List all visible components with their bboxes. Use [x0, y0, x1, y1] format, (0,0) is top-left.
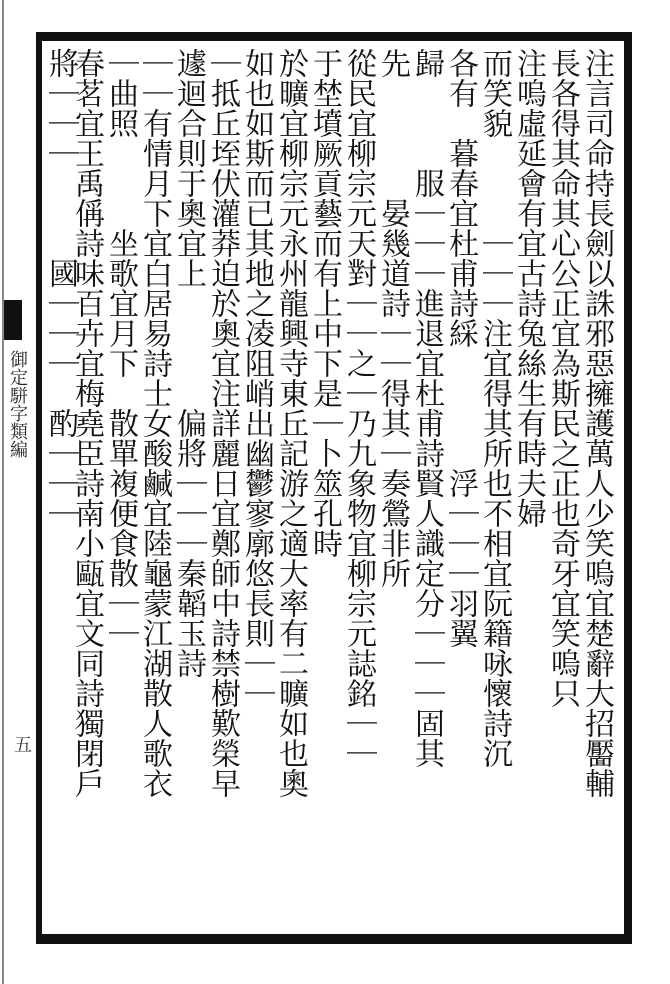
- frame-bottom: [36, 934, 632, 944]
- text-column-3: 注嗚虛延會有宜古詩兔絲生有時夫婦: [511, 48, 546, 528]
- text-column-14: ｜｜有情月下宜白居易詩士女酸鹹宜陸龜蒙江湖散人歌衣: [137, 48, 172, 798]
- fishtail-mark: [4, 300, 22, 340]
- text-column-6: 歸 服｜｜｜進退宜杜甫詩賢人識定分｜｜｜固其: [409, 48, 444, 768]
- text-column-13: 遽迴合則于奧宜上 偏將｜｜｜秦韜玉詩: [171, 48, 206, 678]
- text-column-1: 注言司命持長劍以誅邪惡擁護萬人少笑嗚宜楚辭大招靨輔: [579, 48, 614, 798]
- text-column-8: 從民宜柳宗元天對｜｜之｜乃九象物宜柳宗元誌銘｜｜: [341, 48, 376, 768]
- frame-left: [36, 32, 42, 944]
- text-column-10: 於曠宜柳宗元永州龍興寺東丘記游之適大率有二曠如也奧: [273, 48, 308, 798]
- text-column-5: 各有 暮春宜杜甫詩綵 浮｜｜｜羽翼: [443, 48, 478, 648]
- frame-top: [36, 32, 632, 41]
- text-column-11: 如也如斯而已其地之凌阻峭出幽鬱寥廓悠長則｜｜: [239, 48, 274, 708]
- text-column-2: 長各得其命其心公正宜為斯民之正也奇牙宜笑嗚只: [545, 48, 580, 708]
- text-column-15: ｜曲照 坐歌宜月下 散單複便食散｜｜: [103, 48, 138, 648]
- text-column-4: 而笑貌 ｜｜｜注宜得其所也不相宜阮籍咏懷詩沉: [477, 48, 512, 768]
- page-number: 五: [11, 735, 32, 753]
- frame-right: [624, 32, 632, 944]
- text-column-16: 春茗宜王禹偁詩味百卉宜梅堯臣詩南小甌宜文同詩獨閉戶: [69, 48, 104, 798]
- text-column-12: ｜抵丘垤伏灌莽迫於奧宜注詳麗日宜鄭師中詩禁樹歎榮早: [205, 48, 240, 798]
- text-column-9: 于埜墳厥貢藝而有上中下是｜卜筮孔時: [307, 48, 342, 558]
- text-column-7: 先 晏幾道詩｜｜得其｜奏鶯非所: [375, 48, 410, 588]
- fold-line: [2, 0, 4, 984]
- gutter-title: 御定駢字類編: [7, 350, 28, 458]
- text-column-17: 將｜｜｜ 國｜｜｜ 酌｜｜｜: [43, 48, 78, 528]
